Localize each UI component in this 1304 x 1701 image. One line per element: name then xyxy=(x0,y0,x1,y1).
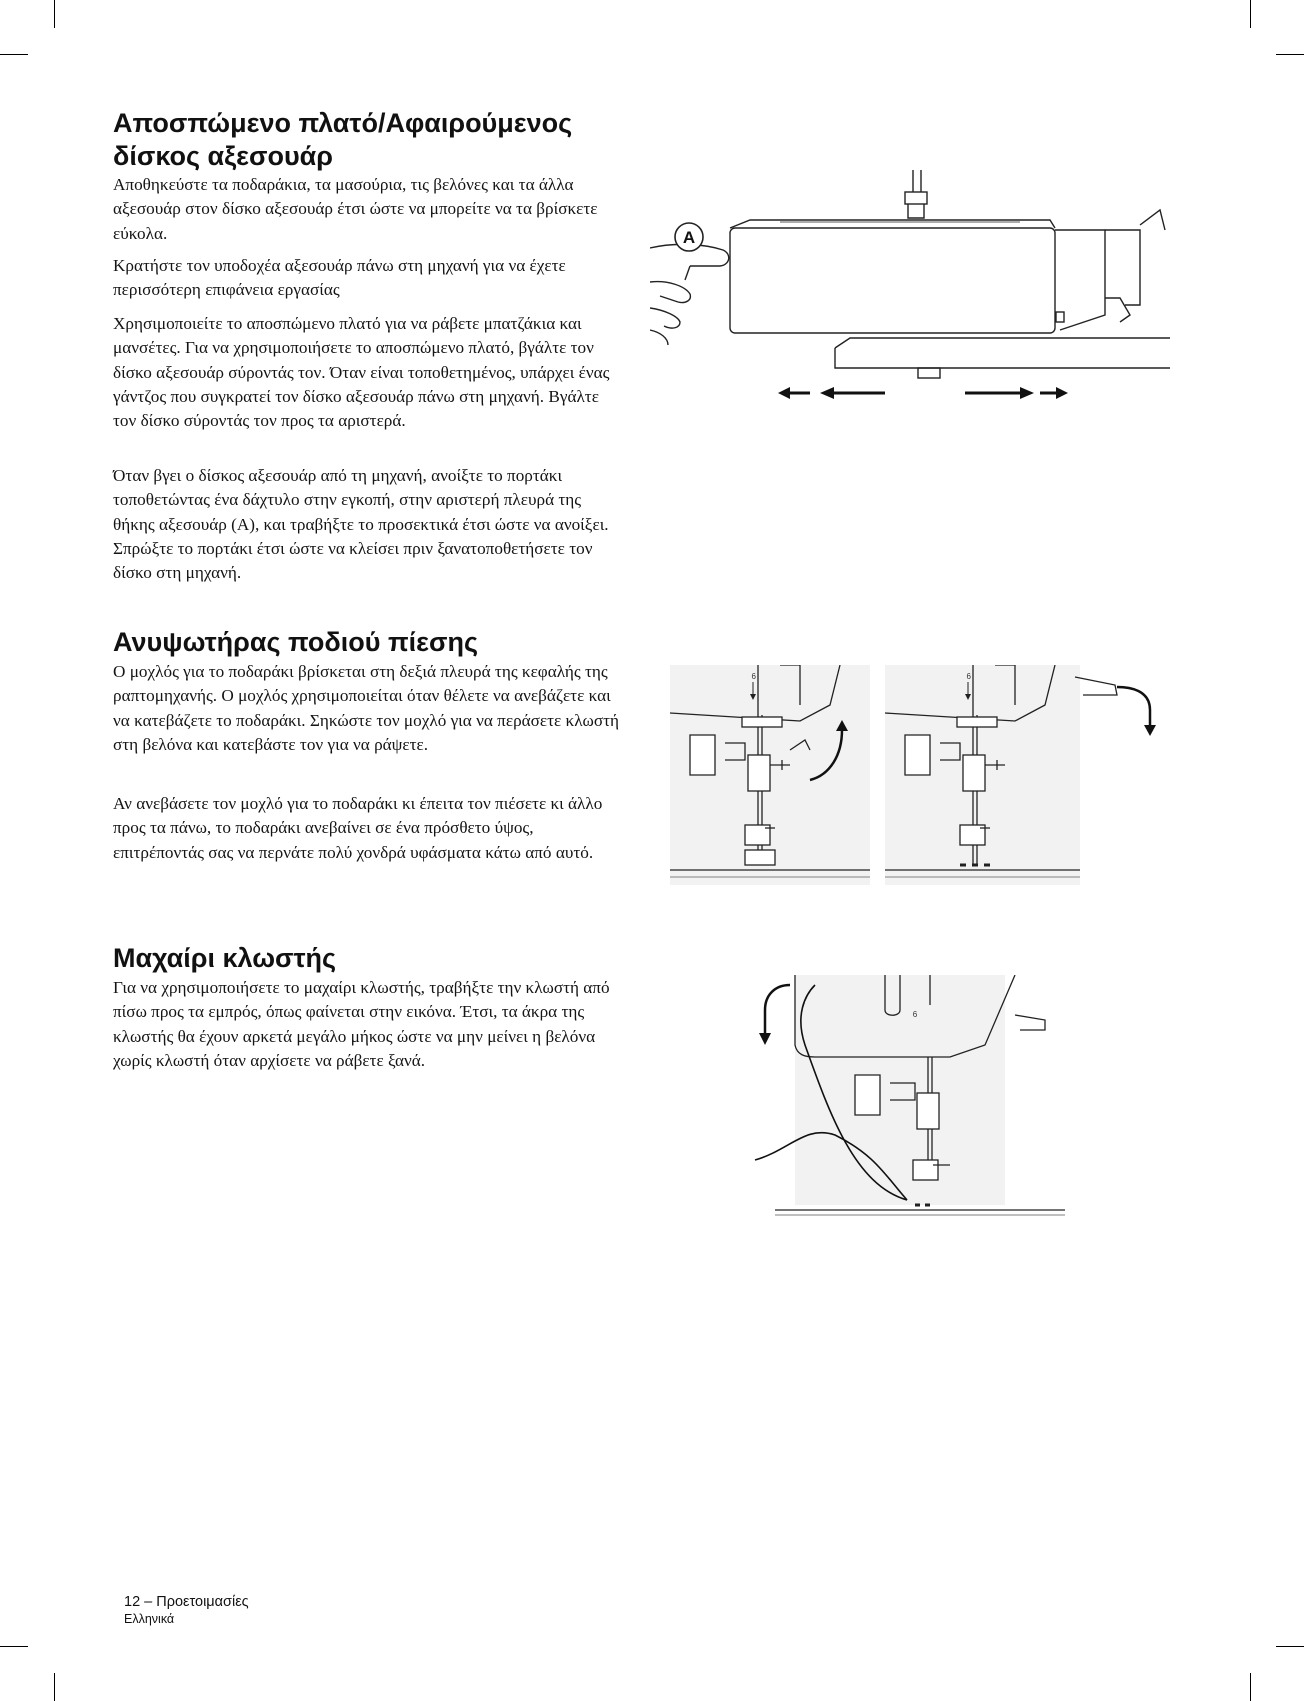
crop-mark-bottom-left-h xyxy=(0,1646,28,1647)
crop-mark-top-right-v xyxy=(1250,0,1251,28)
section-heading-thread-cutter: Μαχαίρι κλωστής xyxy=(113,943,337,973)
figure-thread-cutter xyxy=(735,975,1075,1220)
section-heading-accessory-tray xyxy=(113,107,572,173)
crop-mark-top-left-h xyxy=(0,54,28,55)
crop-mark-bottom-right-v xyxy=(1250,1673,1251,1701)
crop-mark-bottom-right-h xyxy=(1276,1646,1304,1647)
heading-line-2: δίσκος αξεσουάρ xyxy=(113,141,333,171)
page-number-label: 12 – Προετοιμασίες xyxy=(124,1594,249,1610)
stitch-number-label: 6 xyxy=(966,672,971,681)
paragraph: Κρατήστε τον υποδοχέα αξεσουάρ πάνω στη μηχανή για να έχετε περισσότερη επιφάνεια εργασίας xyxy=(113,256,566,300)
paragraph: Αποθηκεύστε τα ποδαράκια, τα μασούρια, τις βελόνες και τα άλλα αξεσουάρ στον δίσκο αξεσουάρ έτσι ώστε να μπορείτε να τα βρίσκετε εύκολα. xyxy=(113,175,598,243)
figure-presser-foot-lever-raised xyxy=(670,665,870,885)
paragraph: Ο μοχλός για το ποδαράκι βρίσκεται στη δεξιά πλευρά της κεφαλής της ραπτομηχανής. Ο μοχλός χρησιμοποιείται όταν θέλετε να ανεβάζετε και να κατεβάζετε το ποδαράκι. Σηκώστε τον μοχλό για να περάσετε κλωστή στη βελόνα και κατεβάστε τον για να ράψετε. xyxy=(113,662,620,754)
figure-label-a: A xyxy=(682,228,696,247)
crop-mark-bottom-left-v xyxy=(54,1673,55,1701)
language-label: Ελληνικά xyxy=(124,1612,175,1626)
section-heading-presser-foot-lifter: Ανυψωτήρας ποδιού πίεσης xyxy=(113,627,479,657)
page-footer xyxy=(124,1593,249,1627)
figure-free-arm-accessory-tray xyxy=(650,170,1170,410)
paragraph: Αν ανεβάσετε τον μοχλό για το ποδαράκι κι έπειτα τον πιέσετε κι άλλο προς τα πάνω, το ποδαράκι ανεβαίνει σε ένα πρόσθετο ύψος, επιτρέποντάς σας να περνάτε πολύ χονδρά υφάσματα κάτω από αυτό. xyxy=(113,794,603,862)
crop-mark-top-left-v xyxy=(54,0,55,28)
crop-mark-top-right-h xyxy=(1276,54,1304,55)
paragraph: Για να χρησιμοποιήσετε το μαχαίρι κλωστής, τραβήξτε την κλωστή από πίσω προς τα εμπρός, όπως φαίνεται στην εικόνα. Έτσι, τα άκρα της κλωστής θα έχουν αρκετά μεγάλο μήκος ώστε να μην μείνει η βελόνα χωρίς κλωστή όταν αρχίσετε να ράβετε ξανά. xyxy=(113,978,610,1070)
paragraph: Όταν βγει ο δίσκος αξεσουάρ από τη μηχανή, ανοίξτε το πορτάκι τοποθετώντας ένα δάχτυλο στην εγκοπή, στην αριστερή πλευρά της θήκης αξεσουάρ (A), και τραβήξτε το προσεκτικά έτσι ώστε να ανοίξει. Σπρώξτε το πορτάκι έτσι ώστε να κλείσει πριν ξανατοποθετήσετε τον δίσκο στη μηχανή. xyxy=(113,466,609,583)
stitch-number-label: 6 xyxy=(751,672,756,681)
stitch-number-label: 6 xyxy=(912,1010,918,1019)
heading-line-1: Αποσπώμενο πλατό/Αφαιρούμενος xyxy=(113,108,573,138)
paragraph: Χρησιμοποιείτε το αποσπώμενο πλατό για να ράβετε μπατζάκια και μανσέτες. Για να χρησιμοποιήσετε το αποσπώμενο πλατό, βγάλτε τον δίσκο αξεσουάρ σύροντάς τον. Όταν είναι τοποθετημένος, υπάρχει ένας γάντζος που συγκρατεί τον δίσκο αξεσουάρ πάνω στη μηχανή. Βγάλτε τον δίσκο σύροντάς τον προς τα αριστερά. xyxy=(113,314,610,431)
figure-presser-foot-lever-lowered xyxy=(885,665,1165,885)
